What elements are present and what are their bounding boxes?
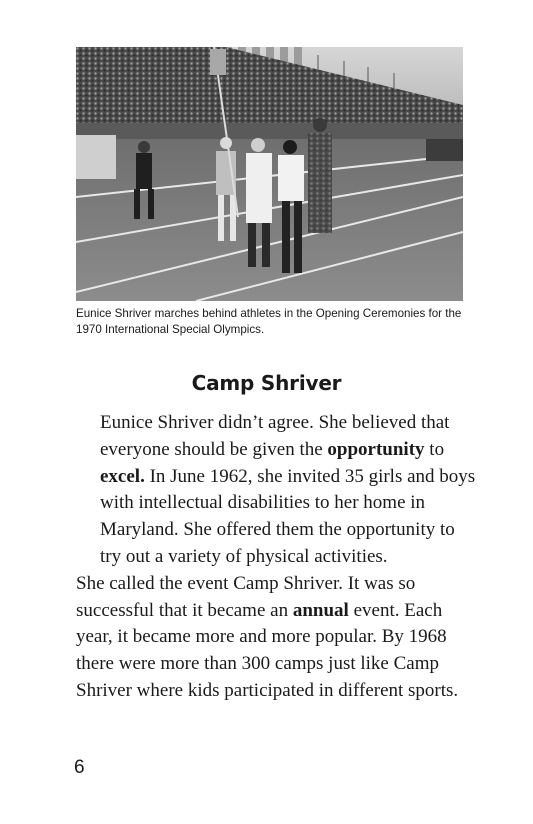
opening-ceremonies-photo <box>76 47 463 301</box>
page-number: 6 <box>74 757 85 778</box>
section-heading: Camp Shriver <box>191 371 342 395</box>
paragraph-two <box>76 571 476 705</box>
vocab-term-annual: annual <box>292 599 349 621</box>
body-text <box>76 410 476 705</box>
vocab-term-opportunity: opportunity <box>327 438 425 460</box>
photo-illustration <box>76 47 463 301</box>
text-segment: to <box>424 438 445 460</box>
text-segment: In June 1962, she invited 35 girls and boys with intellectual disabilities to her home in Maryland. She offered them the opportunity to try out a variety of physical activities. <box>100 465 476 567</box>
text-segment: She called the event Camp Shriver. It was so successful that it became an <box>76 572 416 621</box>
photo-caption: Eunice Shriver marches behind athletes in the Opening Ceremonies for the 1970 International Special Olympics. <box>76 307 462 336</box>
paragraph-one <box>76 410 476 571</box>
vocab-term-excel: excel. <box>100 465 145 487</box>
text-segment: event. Each year, it became more and more popular. By 1968 there were more than 300 camps just like Camp Shriver where kids participated in different sports. <box>76 599 459 701</box>
text-segment: Eunice Shriver didn’t agree. She believed that everyone should be given the <box>100 412 450 460</box>
